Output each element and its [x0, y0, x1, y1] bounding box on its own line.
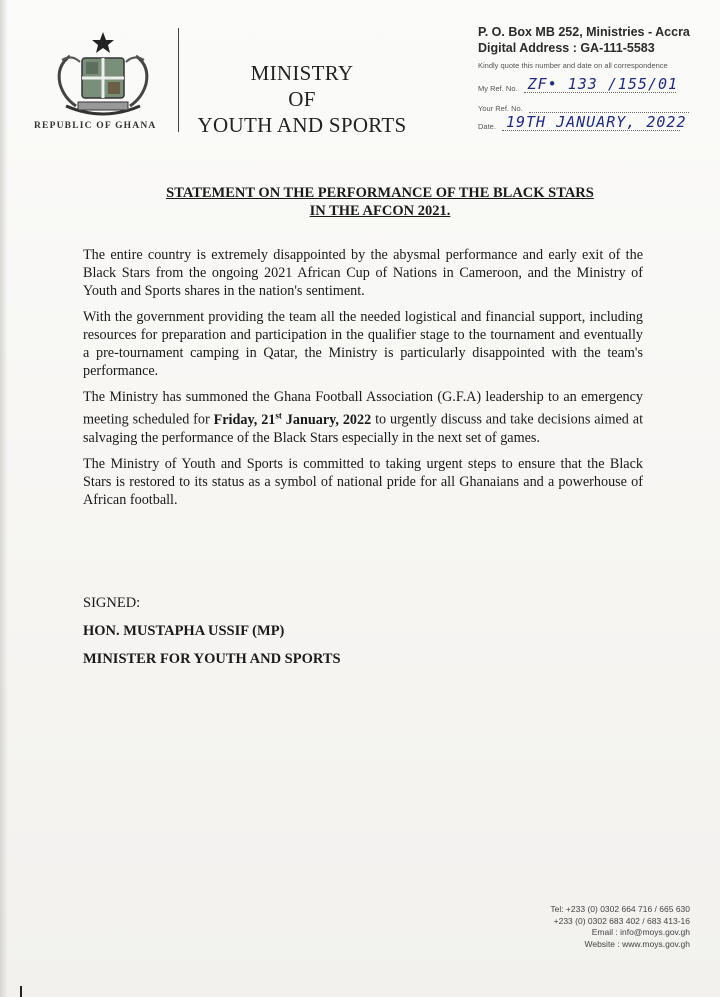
address-block	[478, 24, 690, 74]
telephone-1: Tel: +233 (0) 0302 664 716 / 665 630	[550, 904, 690, 914]
signed-label: SIGNED:	[83, 595, 141, 611]
your-ref-label: Your Ref. No.	[478, 104, 523, 113]
digital-address: Digital Address : GA-111-5583	[478, 41, 655, 55]
ministry-line-2: OF	[288, 87, 316, 111]
my-ref-row	[478, 75, 679, 93]
signatory-position: MINISTER FOR YOUTH AND SPORTS	[83, 651, 341, 667]
paragraph-3-text-b: to urgently discuss and take decisions aimed at salvaging the performance of the Black Stars especially in the next set of games.	[83, 411, 644, 446]
ministry-name	[184, 60, 420, 138]
paragraph-3	[83, 388, 643, 447]
telephone-2: +233 (0) 0302 683 402 / 683 413-16	[553, 915, 690, 926]
signature-block	[83, 589, 341, 673]
ministry-line-1: MINISTRY	[250, 61, 354, 85]
your-ref-row	[478, 98, 689, 113]
quote-note: Kindly quote this number and date on all correspondence	[478, 61, 668, 70]
my-ref-label: My Ref. No.	[478, 84, 518, 93]
signatory-name: HON. MUSTAPHA USSIF (MP)	[83, 623, 285, 639]
paragraph-4: The Ministry of Youth and Sports is committed to taking urgent steps to ensure that the Black Stars is restored to its status as a symbol of national pride for all Ghanaians and a powerhouse of African football.	[83, 455, 643, 508]
date-label: Date.	[478, 122, 496, 131]
paragraph-3-text-a: The Ministry has summoned the Ghana Football Association (G.F.A) leadership to an emergency meeting scheduled for	[83, 389, 643, 428]
header-divider	[178, 28, 179, 132]
paragraph-1: The entire country is extremely disappointed by the abysmal performance and early exit of the Black Stars from the ongoing 2021 African Cup of Nations in Cameroon, and the Ministry of Youth and Sports shares in the nation's sentiment.	[83, 247, 643, 299]
title-line-1: STATEMENT ON THE PERFORMANCE OF THE BLACK STARS	[166, 185, 594, 201]
country-name: REPUBLIC OF GHANA	[34, 121, 157, 131]
meeting-date: Friday, 21st January, 2022	[213, 410, 372, 428]
page-mark	[20, 986, 22, 997]
my-ref-value: ZF• 133 /155/01	[527, 75, 679, 93]
po-box: P. O. Box MB 252, Ministries - Accra	[478, 25, 690, 39]
contact-block	[520, 904, 690, 950]
coat-of-arms-icon	[48, 26, 158, 122]
date-value: 19TH JANUARY, 2022	[505, 113, 687, 131]
email: Email : info@moys.gov.gh	[591, 927, 690, 937]
statement-title	[100, 184, 660, 220]
page-edge-shadow	[0, 0, 8, 997]
website: Website : www.moys.gov.gh	[584, 938, 690, 949]
title-line-2: IN THE AFCON 2021.	[309, 203, 451, 219]
paragraph-2: With the government providing the team all the needed logistical and financial support, including resources for preparation and participation in the qualifier stage to the tournament and eventually a pre-tournament camping in Qatar, the Ministry is particularly disappointed with the team's performance.	[83, 309, 643, 379]
date-row	[478, 113, 687, 131]
ministry-line-3: YOUTH AND SPORTS	[197, 113, 407, 137]
statement-body	[83, 246, 643, 517]
